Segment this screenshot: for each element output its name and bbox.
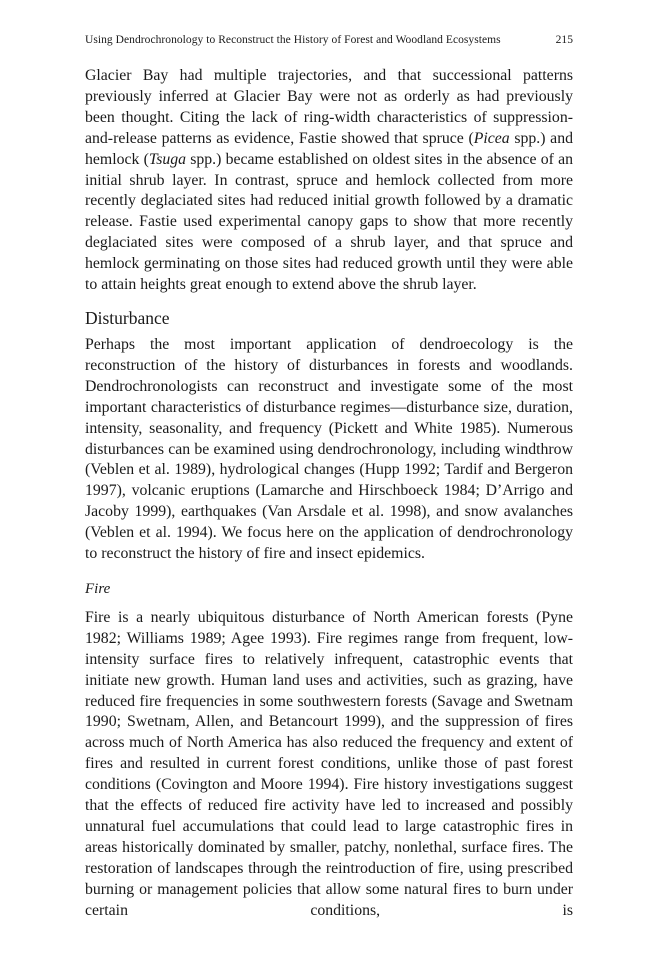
- page-number: 215: [555, 34, 573, 46]
- paragraph-text: spp.) and hemlock (: [85, 129, 573, 168]
- paragraph-text: Glacier Bay had multiple trajectories, and that successional patterns previously inferred at Glacier Bay were not as orderly as had previously been thought. Citing the lack of ring-width characteristics of suppression-and-release patterns as evidence, Fastie showed that spruce (: [85, 67, 573, 147]
- running-head: [85, 34, 573, 50]
- body-text: [85, 66, 573, 922]
- paragraph-glacier-bay: [85, 66, 573, 296]
- genus-name: Tsuga: [148, 150, 187, 168]
- paragraph-disturbance: Perhaps the most important application of dendroecology is the reconstruction of the history of disturbances in forests and woodlands. Dendrochronologists can reconstruct and investigate some of the most important characteristics of disturbance regimes—disturbance size, duration, intensity, seasonality, and frequency (Pickett and White 1985). Numerous disturbances can be examined using dendrochronology, including windthrow (Veblen et al. 1989), hydrological changes (Hupp 1992; Tardif and Bergeron 1997), volcanic eruptions (Lamarche and Hirschboeck 1984; D’Arrigo and Jacoby 1999), earthquakes (Van Arsdale et al. 1998), and snow avalanches (Veblen et al. 1994). We focus here on the application of dendrochronology to reconstruct the history of fire and insect epidemics.: [85, 335, 573, 563]
- paragraph-fire: Fire is a nearly ubiquitous disturbance of North American forests (Pyne 1982; Williams 1989; Agee 1993). Fire regimes range from frequent, low-intensity surface fires to relatively infrequent, catastrophic events that initiate new growth. Human land uses and activities, such as grazing, have reduced fire frequencies in some southwestern forests (Savage and Swetnam 1990; Swetnam, Allen, and Betancourt 1999), and the suppression of fires across much of North America has also reduced the frequency and extent of fires and resulted in current forest conditions, unlike those of past forest conditions (Covington and Moore 1994). Fire history investigations suggest that the effects of reduced fire activity have led to increased and possibly unnatural fuel accumulations that could lead to large catastrophic fires in areas historically dominated by smaller, patchy, nonlethal, surface fires. The restoration of landscapes through the reintroduction of fire, using prescribed burning or management policies that allow some natural fires to burn under certain conditions, is: [85, 608, 573, 919]
- genus-name: Picea: [473, 129, 510, 147]
- book-page: [85, 30, 573, 922]
- subsection-heading: Fire: [85, 580, 111, 597]
- section-heading: Disturbance: [85, 307, 170, 328]
- running-head-title: Using Dendrochronology to Reconstruct the History of Forest and Woodland Ecosystems: [85, 34, 501, 46]
- paragraph-text: spp.) became established on oldest sites in the absence of an initial shrub layer. In contrast, spruce and hemlock collected from more recently deglaciated sites had reduced initial growth followed by a dramatic release. Fastie used experimental canopy gaps to show that more recently deglaciated sites were composed of a shrub layer, and that spruce and hemlock germinating on those sites had reduced growth until they were able to attain heights great enough to extend above the shrub layer.: [85, 150, 574, 294]
